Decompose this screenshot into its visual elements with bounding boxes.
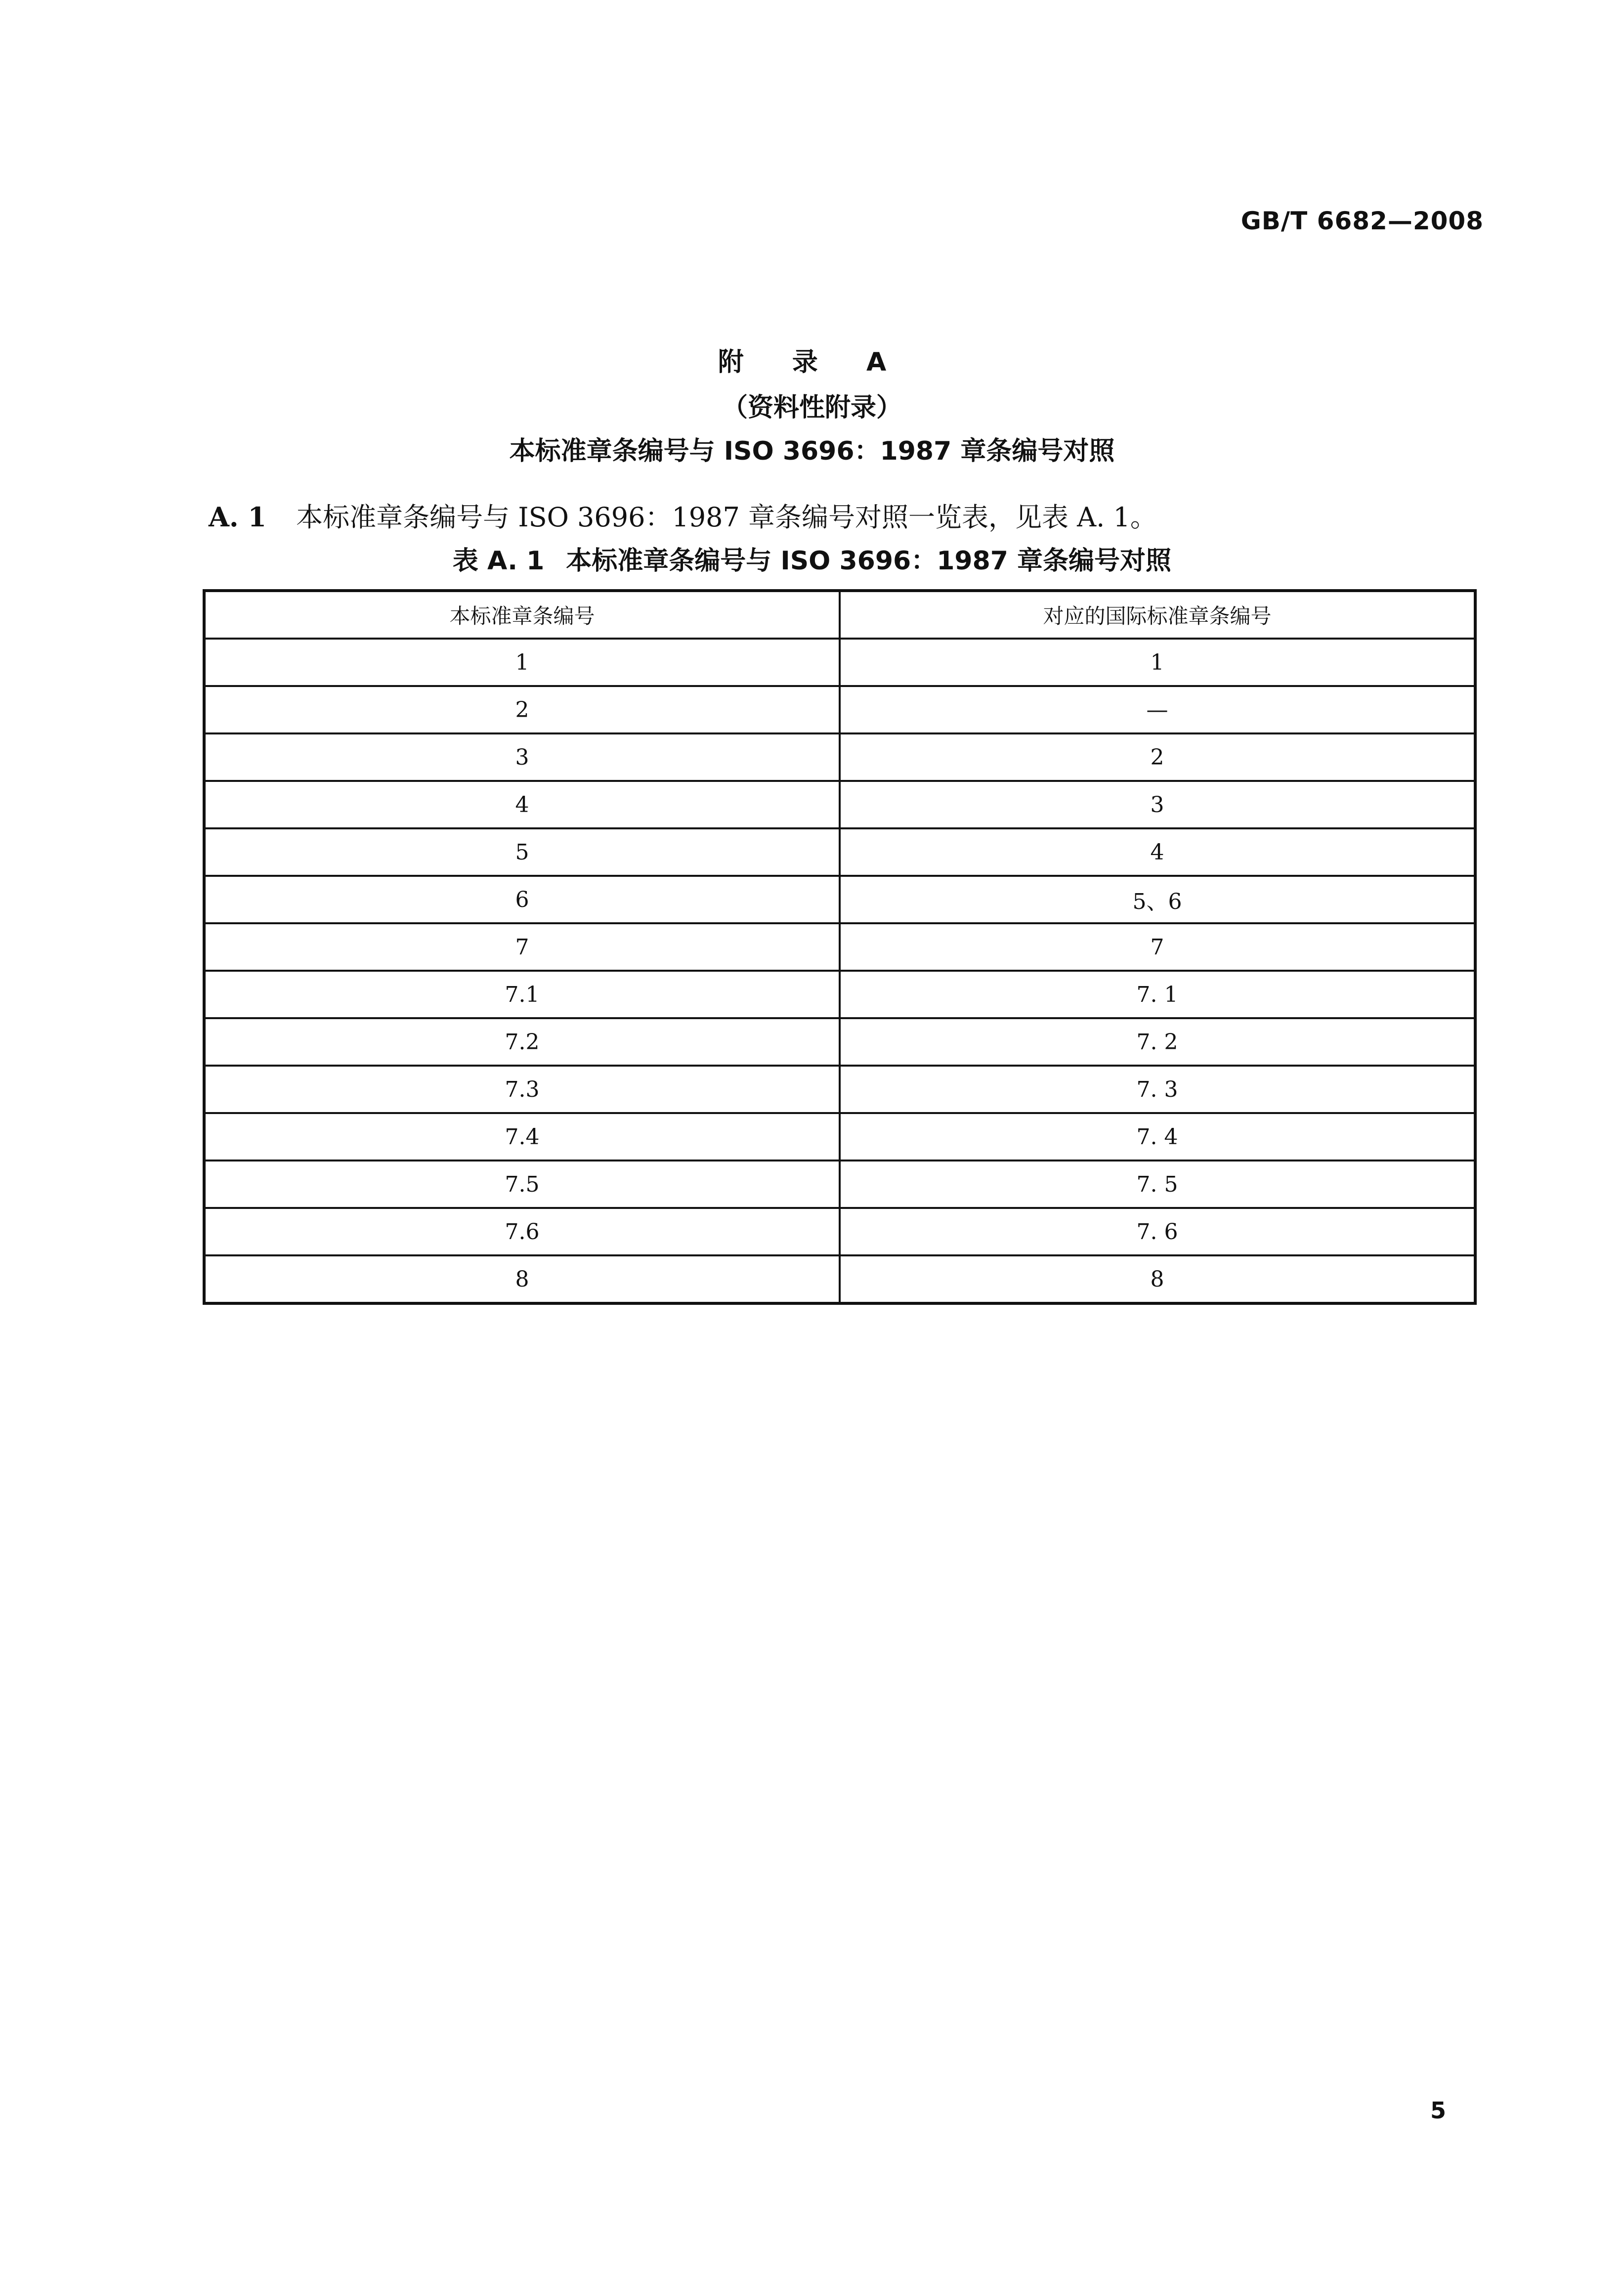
annex-subject: 本标准章条编号与 ISO 3696：1987 章条编号对照 — [509, 436, 1115, 466]
table-row — [204, 923, 1475, 971]
header-local-clause: 本标准章条编号 — [204, 591, 840, 639]
table-row — [204, 781, 1475, 828]
table-row — [204, 828, 1475, 876]
iso-clause-cell: 7 — [840, 923, 1475, 971]
clause-mapping-table — [203, 589, 1477, 1305]
table-row — [204, 876, 1475, 923]
iso-clause-cell: 7. 4 — [840, 1113, 1475, 1160]
table-row — [204, 1018, 1475, 1066]
iso-clause-cell: 4 — [840, 828, 1475, 876]
local-clause-cell: 2 — [204, 686, 840, 733]
table-row — [204, 639, 1475, 686]
clause-a1 — [209, 496, 1157, 534]
iso-clause-cell: 7. 2 — [840, 1018, 1475, 1066]
local-clause-cell: 3 — [204, 733, 840, 781]
local-clause-cell: 8 — [204, 1255, 840, 1303]
local-clause-cell: 5 — [204, 828, 840, 876]
document-id: GB/T 6682—2008 — [1240, 207, 1484, 235]
iso-clause-cell: — — [840, 686, 1475, 733]
table-row — [204, 733, 1475, 781]
local-clause-cell: 7.3 — [204, 1066, 840, 1113]
local-clause-cell: 1 — [204, 639, 840, 686]
local-clause-cell: 7.4 — [204, 1113, 840, 1160]
iso-clause-cell: 7. 1 — [840, 971, 1475, 1018]
clause-text: 本标准章条编号与 ISO 3696：1987 章条编号对照一览表，见表 A. 1。 — [296, 502, 1157, 533]
local-clause-cell: 7.6 — [204, 1208, 840, 1255]
local-clause-cell: 6 — [204, 876, 840, 923]
clause-number: A. 1 — [209, 501, 267, 533]
table-caption-number: 表 A. 1 — [452, 546, 545, 576]
iso-clause-cell: 5、6 — [840, 876, 1475, 923]
table-row — [204, 686, 1475, 733]
iso-clause-cell: 1 — [840, 639, 1475, 686]
table-row — [204, 1113, 1475, 1160]
table-row — [204, 1208, 1475, 1255]
table-row — [204, 1160, 1475, 1208]
local-clause-cell: 7.1 — [204, 971, 840, 1018]
iso-clause-cell: 8 — [840, 1255, 1475, 1303]
annex-title: 附 录 A — [718, 347, 906, 377]
iso-clause-cell: 3 — [840, 781, 1475, 828]
page-number: 5 — [1430, 2097, 1446, 2124]
iso-clause-cell: 7. 3 — [840, 1066, 1475, 1113]
annex-nature: （资料性附录） — [722, 393, 902, 423]
table-row — [204, 1255, 1475, 1303]
local-clause-cell: 4 — [204, 781, 840, 828]
table-header-row — [204, 591, 1475, 639]
header-international-clause: 对应的国际标准章条编号 — [840, 591, 1475, 639]
table-caption-title: 本标准章条编号与 ISO 3696：1987 章条编号对照 — [566, 546, 1172, 576]
iso-clause-cell: 7. 6 — [840, 1208, 1475, 1255]
local-clause-cell: 7.5 — [204, 1160, 840, 1208]
iso-clause-cell: 2 — [840, 733, 1475, 781]
table-row — [204, 971, 1475, 1018]
local-clause-cell: 7 — [204, 923, 840, 971]
table-caption — [0, 540, 1624, 577]
local-clause-cell: 7.2 — [204, 1018, 840, 1066]
iso-clause-cell: 7. 5 — [840, 1160, 1475, 1208]
table-row — [204, 1066, 1475, 1113]
